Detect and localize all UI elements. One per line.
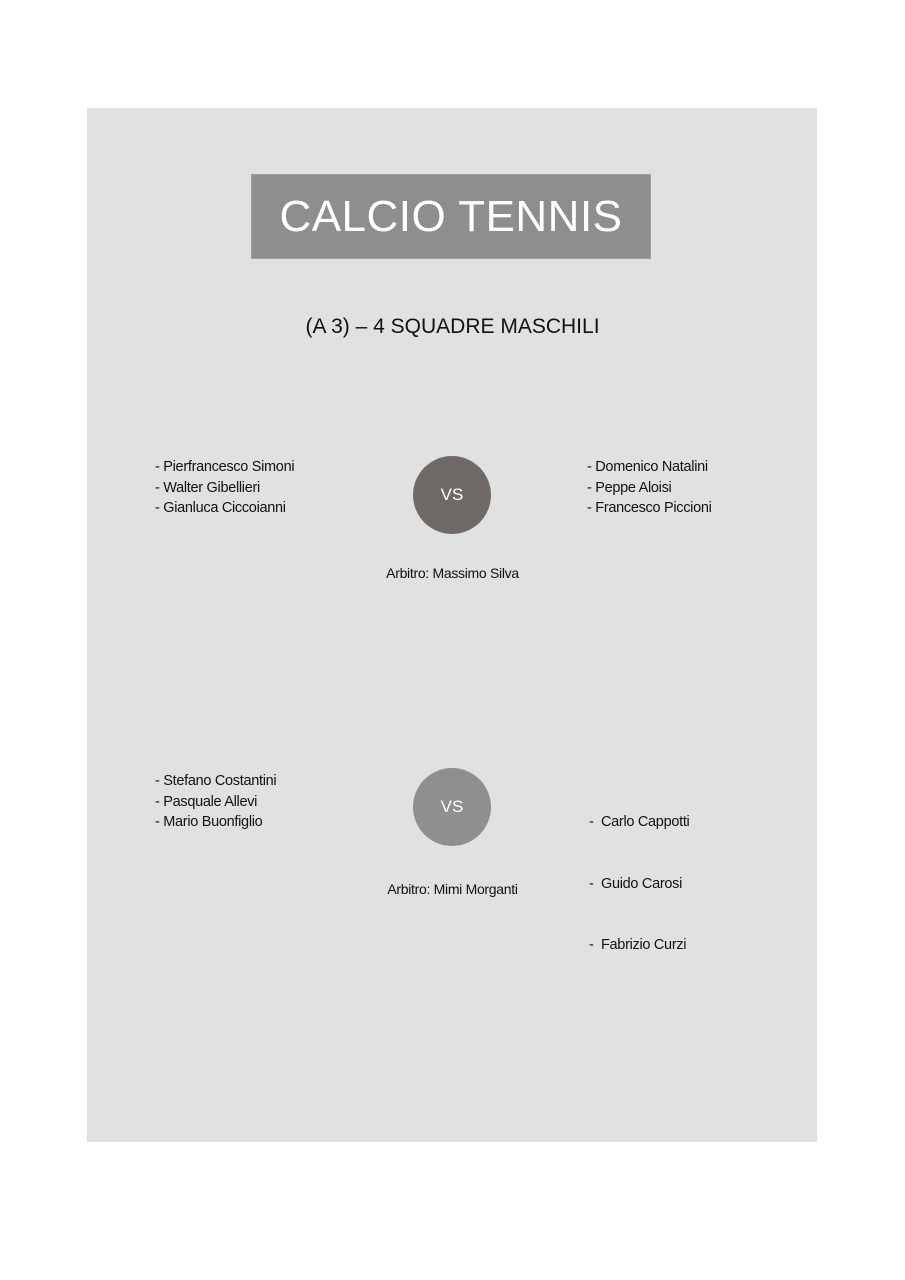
player-name: - Fabrizio Curzi bbox=[589, 937, 687, 953]
match-2-referee: Arbitro: Mimi Morganti bbox=[387, 881, 518, 897]
match-1-team-right bbox=[587, 457, 712, 519]
player-name: - Francesco Piccioni bbox=[587, 500, 712, 516]
vs-label: VS bbox=[440, 485, 464, 504]
player-name: - Domenico Natalini bbox=[587, 459, 708, 475]
match-1-vs-badge bbox=[413, 456, 491, 534]
match-2-team-left bbox=[155, 771, 276, 833]
title-banner bbox=[251, 174, 651, 259]
vs-label: VS bbox=[440, 797, 464, 816]
match-2-vs-badge bbox=[413, 768, 491, 846]
category-subtitle: (A 3) – 4 SQUADRE MASCHILI bbox=[305, 315, 600, 338]
match-2-team-right bbox=[589, 771, 689, 976]
player-name: - Mario Buonfiglio bbox=[155, 814, 263, 830]
player-name: - Stefano Costantini bbox=[155, 773, 277, 789]
page-title: CALCIO TENNIS bbox=[279, 191, 623, 241]
player-name: - Guido Carosi bbox=[589, 875, 683, 892]
page-panel bbox=[87, 108, 817, 1142]
match-1-team-left bbox=[155, 457, 294, 519]
player-name: - Carlo Cappotti bbox=[589, 814, 690, 830]
player-name: - Peppe Aloisi bbox=[587, 479, 672, 496]
player-name: - Pierfrancesco Simoni bbox=[155, 459, 295, 475]
match-1-referee: Arbitro: Massimo Silva bbox=[386, 565, 519, 581]
player-name: - Pasquale Allevi bbox=[155, 793, 258, 810]
player-name: - Walter Gibellieri bbox=[155, 479, 260, 496]
player-name: - Gianluca Ciccoianni bbox=[155, 500, 286, 516]
